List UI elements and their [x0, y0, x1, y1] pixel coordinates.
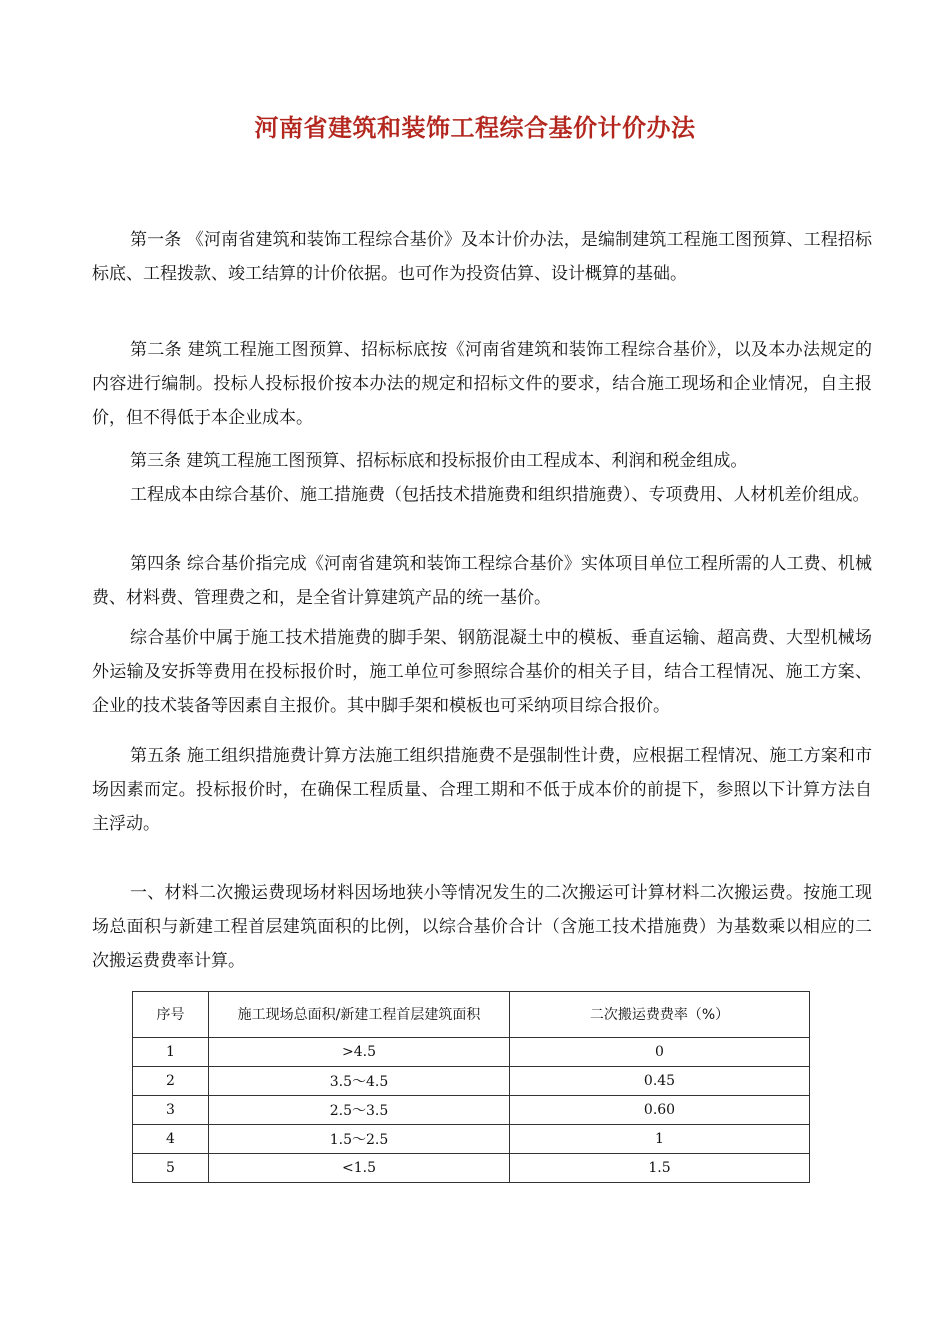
cell-ratio: 3.5～4.5 — [209, 1067, 510, 1096]
header-area-ratio: 施工现场总面积/新建工程首层建筑面积 — [209, 992, 510, 1038]
cell-rate: 0.60 — [510, 1096, 810, 1125]
cell-rate: 0 — [510, 1038, 810, 1067]
table-row — [133, 1067, 810, 1096]
table-header-row — [133, 992, 810, 1038]
cell-ratio: 2.5～3.5 — [209, 1096, 510, 1125]
cell-rate: 1.5 — [510, 1154, 810, 1183]
cell-rate: 1 — [510, 1125, 810, 1154]
document-title: 河南省建筑和装饰工程综合基价计价办法 — [254, 114, 696, 142]
table-row — [133, 1125, 810, 1154]
secondary-transport-rate-table — [132, 991, 810, 1183]
article-5-paragraph: 第五条 施工组织措施费计算方法施工组织措施费不是强制性计费，应根据工程情况、施工方案和市场因素而定。投标报价时，在确保工程质量、合理工期和不低于成本价的前提下，参照以下计算方法自主浮动。 — [92, 746, 872, 834]
header-rate: 二次搬运费费率（%） — [510, 992, 810, 1038]
cell-serial: 4 — [133, 1125, 209, 1154]
secondary-transport-paragraph: 一、材料二次搬运费现场材料因场地狭小等情况发生的二次搬运可计算材料二次搬运费。按施工现场总面积与新建工程首层建筑面积的比例，以综合基价合计（含施工技术措施费）为基数乘以相应的二次搬运费费率计算。 — [92, 883, 872, 971]
cell-serial: 5 — [133, 1154, 209, 1183]
cell-serial: 2 — [133, 1067, 209, 1096]
technical-measures-paragraph: 综合基价中属于施工技术措施费的脚手架、钢筋混凝土中的模板、垂直运输、超高费、大型机械场外运输及安拆等费用在投标报价时，施工单位可参照综合基价的相关子目，结合工程情况、施工方案、企业的技术装备等因素自主报价。其中脚手架和模板也可采纳项目综合报价。 — [92, 628, 872, 716]
header-serial-number: 序号 — [133, 992, 209, 1038]
engineering-cost-paragraph: 工程成本由综合基价、施工措施费（包括技术措施费和组织措施费）、专项费用、人材机差价组成。 — [130, 485, 870, 505]
table-row — [133, 1096, 810, 1125]
article-2-paragraph: 第二条 建筑工程施工图预算、招标标底按《河南省建筑和装饰工程综合基价》，以及本办法规定的内容进行编制。投标人投标报价按本办法的规定和招标文件的要求，结合施工现场和企业情况，自主报价，但不得低于本企业成本。 — [92, 340, 872, 428]
cell-serial: 1 — [133, 1038, 209, 1067]
article-1-paragraph: 第一条 《河南省建筑和装饰工程综合基价》及本计价办法，是编制建筑工程施工图预算、工程招标标底、工程拨款、竣工结算的计价依据。也可作为投资估算、设计概算的基础。 — [92, 230, 872, 284]
cell-ratio: 1.5～2.5 — [209, 1125, 510, 1154]
cell-ratio: <1.5 — [209, 1154, 510, 1183]
table-row — [133, 1154, 810, 1183]
article-3-paragraph: 第三条 建筑工程施工图预算、招标标底和投标报价由工程成本、利润和税金组成。 — [130, 451, 748, 471]
cell-ratio: >4.5 — [209, 1038, 510, 1067]
cell-serial: 3 — [133, 1096, 209, 1125]
article-4-paragraph: 第四条 综合基价指完成《河南省建筑和装饰工程综合基价》实体项目单位工程所需的人工费、机械费、材料费、管理费之和，是全省计算建筑产品的统一基价。 — [92, 554, 872, 608]
table-row — [133, 1038, 810, 1067]
cell-rate: 0.45 — [510, 1067, 810, 1096]
